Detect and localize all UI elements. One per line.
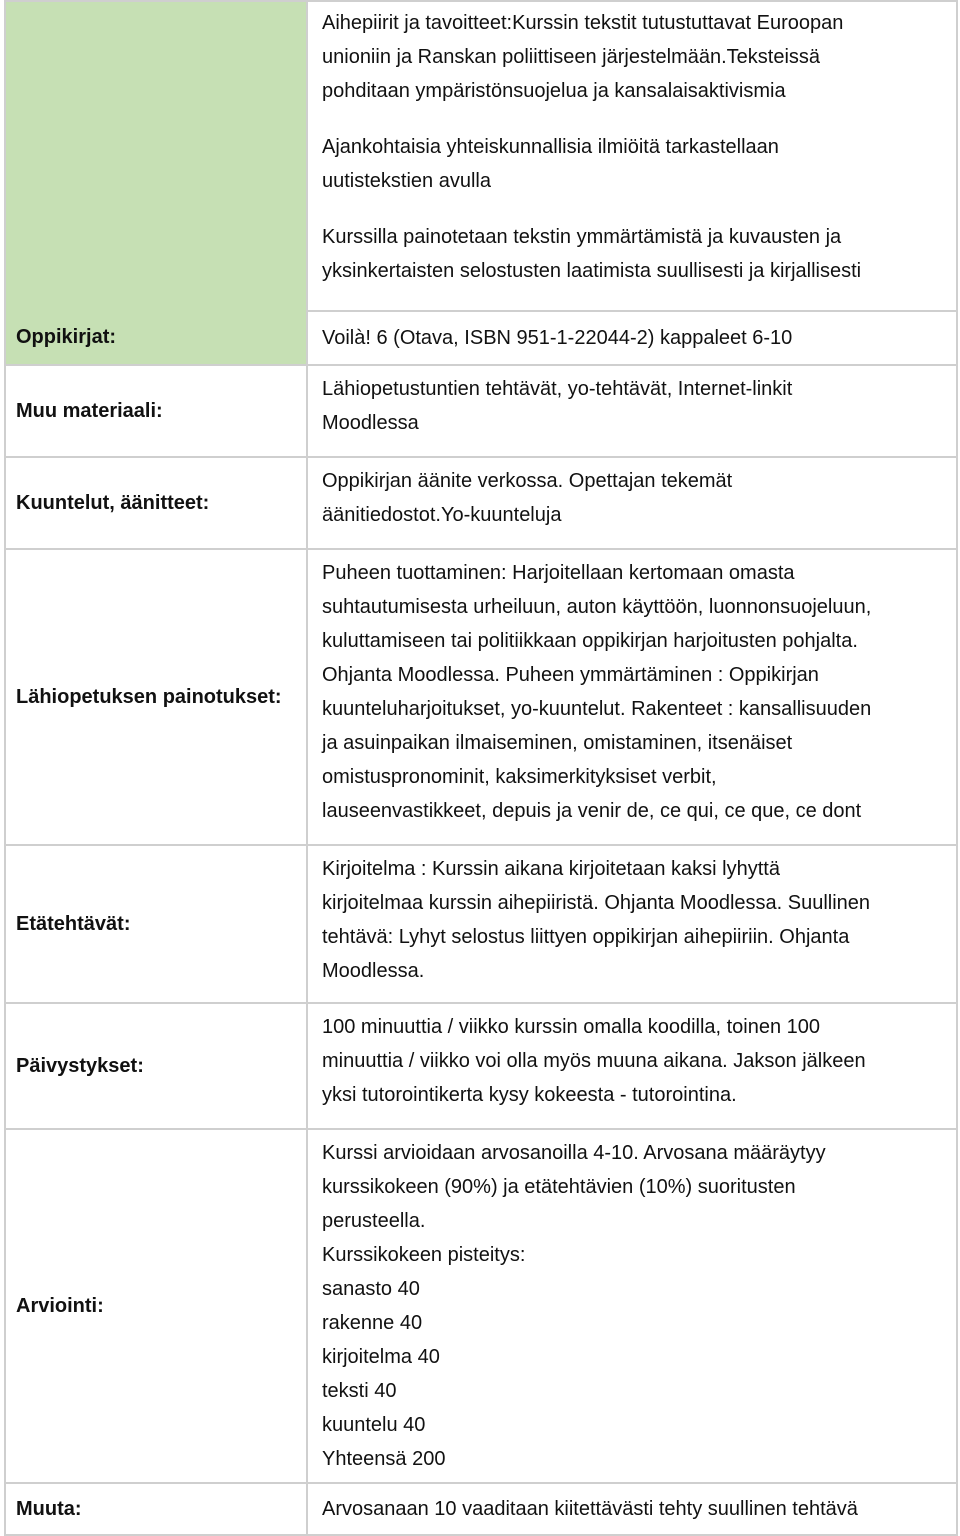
row-label-oppikirjat: Oppikirjat: <box>5 311 307 365</box>
intro-paragraph-3 <box>322 220 948 288</box>
content-line: kuunteluharjoitukset, yo-kuuntelut. Rakenteet : kansallisuuden <box>322 698 872 720</box>
intro-line: Kurssilla painotetaan tekstin ymmärtämistä ja kuvausten ja <box>322 226 842 248</box>
content-line: ja asuinpaikan ilmaiseminen, omistaminen, itsenäiset <box>322 732 793 754</box>
row-label-etatehtavat: Etätehtävät: <box>5 845 307 1003</box>
row-label-paivystykset: Päivystykset: <box>5 1003 307 1129</box>
row-content-etatehtavat <box>307 845 957 1003</box>
row-content-lahiopetuksen-painotukset <box>307 549 957 845</box>
content-line: äänitiedostot.Yo-kuunteluja <box>322 504 562 526</box>
content-line: kirjoitelma 40 <box>322 1346 440 1368</box>
content-line: perusteella. <box>322 1210 426 1232</box>
content-line: Oppikirjan äänite verkossa. Opettajan tekemät <box>322 470 733 492</box>
content-line: kuluttamiseen tai politiikkaan oppikirjan harjoitusten pohjalta. <box>322 630 858 652</box>
content-line: kurssikokeen (90%) ja etätehtävien (10%) suoritusten <box>322 1176 796 1198</box>
row-content-kuuntelut <box>307 457 957 549</box>
content-line: kuuntelu 40 <box>322 1414 426 1436</box>
row-lahiopetuksen-painotukset <box>5 549 957 845</box>
intro-line: yksinkertaisten selostusten laatimista suullisesti ja kirjallisesti <box>322 260 862 282</box>
row-content-muuta <box>307 1483 957 1535</box>
content-line: suhtautumisesta urheiluun, auton käyttöön, luonnonsuojeluun, <box>322 596 872 618</box>
content-line: yksi tutorointikerta kysy kokeesta - tutorointina. <box>322 1084 737 1106</box>
content-line: Yhteensä 200 <box>322 1448 446 1470</box>
intro-label-cell <box>5 1 307 311</box>
row-content-muu-materiaali <box>307 365 957 457</box>
row-label-arviointi: Arviointi: <box>5 1129 307 1483</box>
content-line: Kurssi arvioidaan arvosanoilla 4-10. Arvosana määräytyy <box>322 1142 826 1164</box>
row-content-oppikirjat <box>307 311 957 365</box>
intro-line: uutistekstien avulla <box>322 170 491 192</box>
row-label-muuta: Muuta: <box>5 1483 307 1535</box>
content-line: Arvosanaan 10 vaaditaan kiitettävästi tehty suullinen tehtävä <box>322 1498 858 1520</box>
row-muuta <box>5 1483 957 1535</box>
row-paivystykset <box>5 1003 957 1129</box>
intro-line: unioniin ja Ranskan poliittiseen järjestelmään.Teksteissä <box>322 46 821 68</box>
row-etatehtavat <box>5 845 957 1003</box>
row-label-lahiopetuksen-painotukset: Lähiopetuksen painotukset: <box>5 549 307 845</box>
content-line: sanasto 40 <box>322 1278 420 1300</box>
content-line: minuuttia / viikko voi olla myös muuna aikana. Jakson jälkeen <box>322 1050 866 1072</box>
intro-line: Ajankohtaisia yhteiskunnallisia ilmiöitä tarkastellaan <box>322 136 779 158</box>
content-line: omistuspronominit, kaksimerkityksiset verbit, <box>322 766 717 788</box>
intro-paragraph-1 <box>322 6 948 108</box>
row-oppikirjat <box>5 311 957 365</box>
content-line: Kurssikokeen pisteitys: <box>322 1244 526 1266</box>
content-line: Kirjoitelma : Kurssin aikana kirjoitetaan kaksi lyhyttä <box>322 858 780 880</box>
content-line: Moodlessa <box>322 412 419 434</box>
course-info-table <box>4 0 958 1536</box>
content-line: Lähiopetustuntien tehtävät, yo-tehtävät, Internet-linkit <box>322 378 793 400</box>
content-line: 100 minuuttia / viikko kurssin omalla koodilla, toinen 100 <box>322 1016 821 1038</box>
content-line: rakenne 40 <box>322 1312 423 1334</box>
content-line: Puheen tuottaminen: Harjoitellaan kertomaan omasta <box>322 562 795 584</box>
row-label-kuuntelut: Kuuntelut, äänitteet: <box>5 457 307 549</box>
row-kuuntelut <box>5 457 957 549</box>
content-line: tehtävä: Lyhyt selostus liittyen oppikirjan aihepiiriin. Ohjanta <box>322 926 850 948</box>
content-line: kirjoitelmaa kurssin aihepiiristä. Ohjanta Moodlessa. Suullinen <box>322 892 871 914</box>
intro-content-cell <box>307 1 957 311</box>
row-label-muu-materiaali: Muu materiaali: <box>5 365 307 457</box>
row-content-paivystykset <box>307 1003 957 1129</box>
content-line: Voilà! 6 (Otava, ISBN 951-1-22044-2) kappaleet 6-10 <box>322 327 793 349</box>
content-line: lauseenvastikkeet, depuis ja venir de, ce qui, ce que, ce dont <box>322 800 862 822</box>
content-line: teksti 40 <box>322 1380 397 1402</box>
row-content-arviointi <box>307 1129 957 1483</box>
content-line: Moodlessa. <box>322 960 425 982</box>
intro-line: Aihepiirit ja tavoitteet:Kurssin tekstit tutustuttavat Euroopan <box>322 12 844 34</box>
content-line: Ohjanta Moodlessa. Puheen ymmärtäminen : Oppikirjan <box>322 664 819 686</box>
intro-paragraph-2 <box>322 130 948 198</box>
intro-line: pohditaan ympäristönsuojelua ja kansalaisaktivismia <box>322 80 786 102</box>
row-arviointi <box>5 1129 957 1483</box>
row-muu-materiaali <box>5 365 957 457</box>
intro-row <box>5 1 957 311</box>
